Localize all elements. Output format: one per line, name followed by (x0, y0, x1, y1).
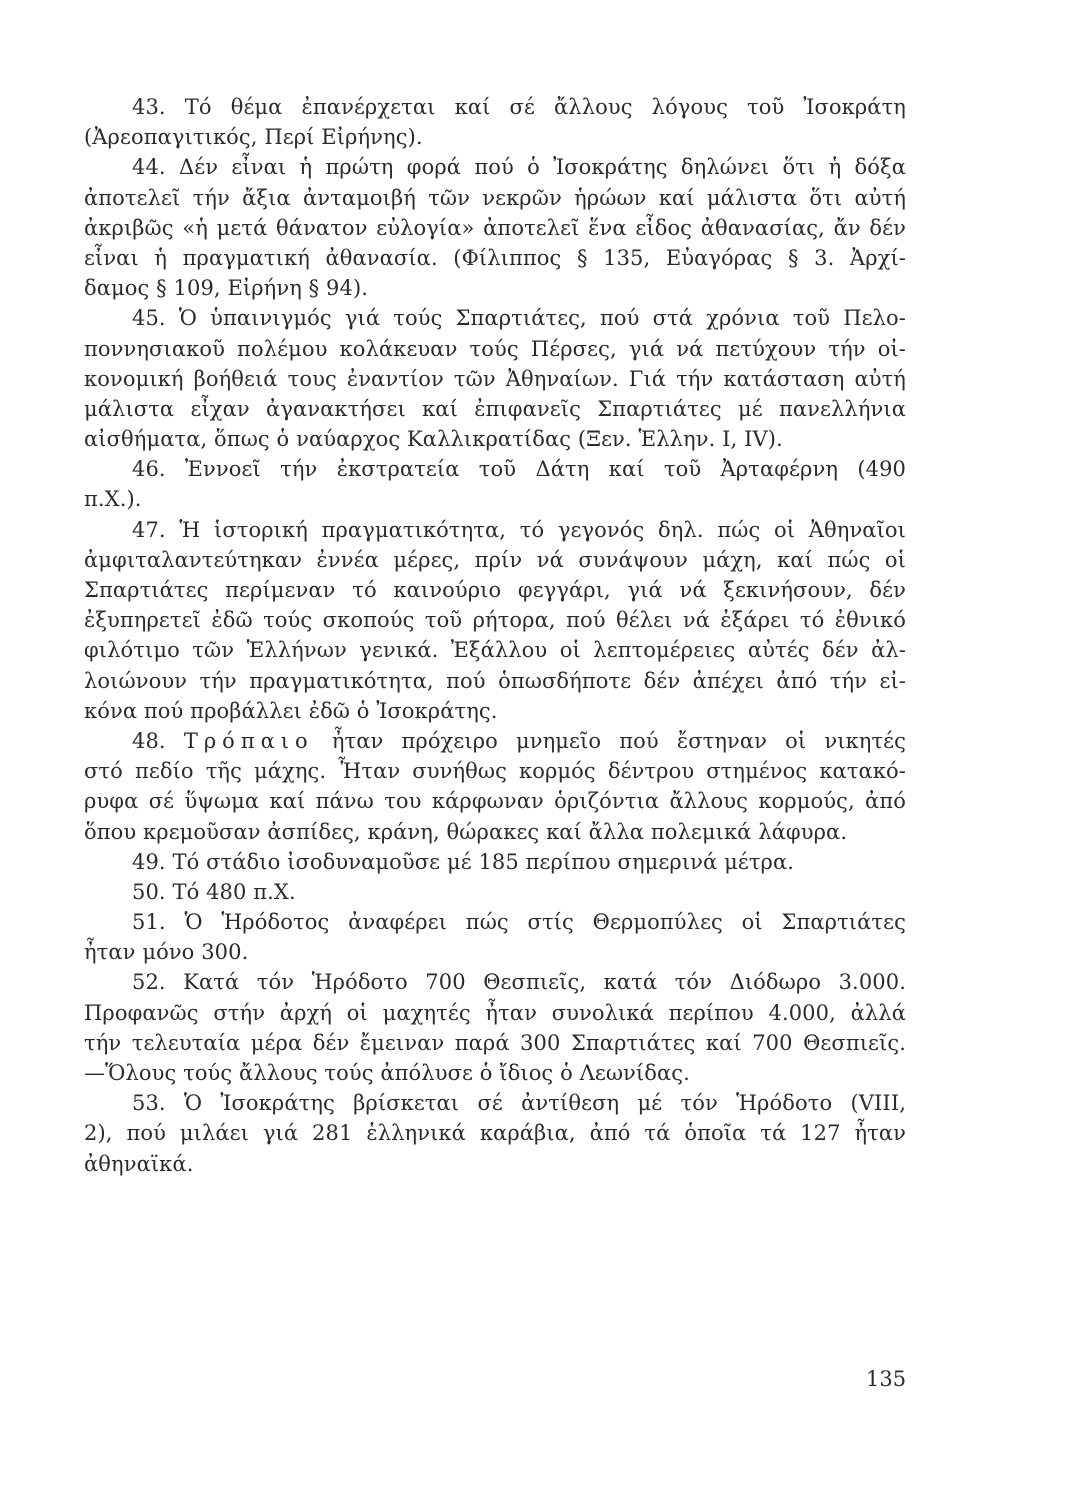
footnote-line (84, 726, 906, 756)
footnote-line: λοιώνουν τήν πραγματικότητα, πού ὁπωσδήποτε δέν ἀπέχει ἀπό τήν εἰ- (84, 668, 906, 693)
footnote-line: αἰσθήματα, ὅπως ὁ ναύαρχος Καλλικρατίδας (Ξεν. Ἑλλην. I, IV). (84, 427, 783, 452)
footnote-50 (84, 877, 906, 907)
footnote-53 (84, 1088, 906, 1179)
footnote-line: π.Χ.). (84, 487, 142, 512)
footnote-line: 47. Ἡ ἱστορική πραγματικότητα, τό γεγονός δηλ. πώς οἱ Ἀθηναῖοι (132, 517, 906, 542)
footnote-line: 52. Κατά τόν Ἡρόδοτο 700 Θεσπιεῖς, κατά τόν Διόδωρο 3.000. (132, 970, 906, 995)
footnote-52 (84, 967, 906, 1088)
footnotes-text-block (84, 92, 906, 1179)
footnote-line: 53. Ὁ Ἰσοκράτης βρίσκεται σέ ἀντίθεση μέ τόν Ἡρόδοτο (VIII, (132, 1091, 906, 1116)
footnote-line: Σπαρτιάτες περίμεναν τό καινούριο φεγγάρι, γιά νά ξεκινήσουν, δέν (84, 578, 906, 602)
footnote-line: 2), πού μιλάει γιά 281 ἑλληνικά καράβια, ἀπό τά ὁποῖα τά 127 ἦταν (84, 1121, 906, 1146)
footnote-line: (Ἀρεοπαγιτικός, Περί Εἰρήνης). (84, 125, 423, 150)
footnote-line: ἀθηναϊκά. (84, 1151, 194, 1176)
footnote-line: ἦταν μόνο 300. (84, 940, 249, 965)
footnote-line: ρυφα σέ ὕψωμα καί πάνω του κάρφωναν ὁριζόντια ἄλλους κορμούς, ἀπό (84, 789, 906, 814)
footnote-line: ὅπου κρεμοῦσαν ἀσπίδες, κράνη, θώρακες καί ἄλλα πολεμικά λάφυρα. (84, 819, 848, 844)
footnote-line: Προφανῶς στήν ἀρχή οἱ μαχητές ἦταν συνολικά περίπου 4.000, ἀλλά (84, 1000, 906, 1025)
footnote-line: 43. Τό θέμα ἐπανέρχεται καί σέ ἄλλους λόγους τοῦ Ἰσοκράτη (132, 95, 906, 119)
footnote-43 (84, 92, 906, 152)
footnote-line: μάλιστα εἶχαν ἀγανακτήσει καί ἐπιφανεῖς Σπαρτιάτες μέ πανελλήνια (84, 396, 906, 421)
footnote-line: 51. Ὁ Ἡρόδοτος ἀναφέρει πώς στίς Θερμοπύλες οἱ Σπαρτιάτες (132, 910, 906, 935)
footnote-line: εἶναι ἡ πραγματική ἀθανασία. (Φίλιππος § 135, Εὐαγόρας § 3. Ἀρχί- (84, 245, 906, 270)
footnote-term: Τρόπαιο (183, 728, 314, 753)
footnote-48 (84, 726, 906, 847)
footnote-51 (84, 907, 906, 967)
page-number: 135 (866, 1367, 907, 1391)
footnote-line: τήν τελευταία μέρα δέν ἔμειναν παρά 300 Σπαρτιάτες καί 700 Θεσπιεῖς. (84, 1030, 906, 1055)
footnote-46 (84, 454, 906, 514)
footnote-line: ἀκριβῶς «ἡ μετά θάνατον εὐλογία» ἀποτελεῖ ἕνα εἶδος ἀθανασίας, ἄν δέν (84, 215, 906, 240)
footnote-49 (84, 847, 906, 877)
footnote-line: ἀποτελεῖ τήν ἄξια ἀνταμοιβή τῶν νεκρῶν ἡρώων καί μάλιστα ὅτι αὐτή (84, 185, 906, 210)
footnote-line: φιλότιμο τῶν Ἑλλήνων γενικά. Ἐξάλλου οἱ λεπτομέρειες αὐτές δέν ἀλ- (84, 638, 906, 663)
footnote-number: 48. (132, 728, 166, 753)
footnote-44 (84, 152, 906, 303)
footnote-line-text: ἦταν πρόχειρο μνημεῖο πού ἔστηναν οἱ νικητές (331, 728, 907, 753)
footnote-line: 45. Ὁ ὑπαινιγμός γιά τούς Σπαρτιάτες, πού στά χρόνια τοῦ Πελο- (132, 306, 906, 331)
footnote-45 (84, 303, 906, 454)
footnote-line: 49. Τό στάδιο ἰσοδυναμοῦσε μέ 185 περίπου σημερινά μέτρα. (132, 849, 795, 874)
footnote-line: —Ὅλους τούς ἄλλους τούς ἀπόλυσε ὁ ἴδιος ὁ Λεωνίδας. (84, 1061, 690, 1085)
footnote-line: κονομική βοήθειά τους ἐναντίον τῶν Ἀθηναίων. Γιά τήν κατάσταση αὐτή (84, 366, 906, 391)
footnote-line: 44. Δέν εἶναι ἡ πρώτη φορά πού ὁ Ἰσοκράτης δηλώνει ὅτι ἡ δόξα (132, 155, 906, 180)
footnote-line: κόνα πού προβάλλει ἐδῶ ὁ Ἰσοκράτης. (84, 698, 498, 723)
footnote-line: 50. Τό 480 π.Χ. (132, 879, 296, 904)
footnote-line: ποννησιακοῦ πολέμου κολάκευαν τούς Πέρσες, γιά νά πετύχουν τήν οἰ- (84, 336, 906, 361)
footnote-line: ἀμφιταλαντεύτηκαν ἐννέα μέρες, πρίν νά συνάψουν μάχη, καί πώς οἱ (84, 547, 906, 572)
footnote-line: δαμος § 109, Εἰρήνη § 94). (84, 276, 369, 301)
footnote-line: στό πεδίο τῆς μάχης. Ἦταν συνήθως κορμός δέντρου στημένος κατακό- (84, 759, 906, 784)
footnote-line: ἐξυπηρετεῖ ἐδῶ τούς σκοπούς τοῦ ρήτορα, πού θέλει νά ἐξάρει τό ἐθνικό (84, 608, 906, 633)
footnote-line: 46. Ἐννοεῖ τήν ἐκστρατεία τοῦ Δάτη καί τοῦ Ἀρταφέρνη (490 (132, 457, 906, 482)
footnote-47 (84, 515, 906, 726)
